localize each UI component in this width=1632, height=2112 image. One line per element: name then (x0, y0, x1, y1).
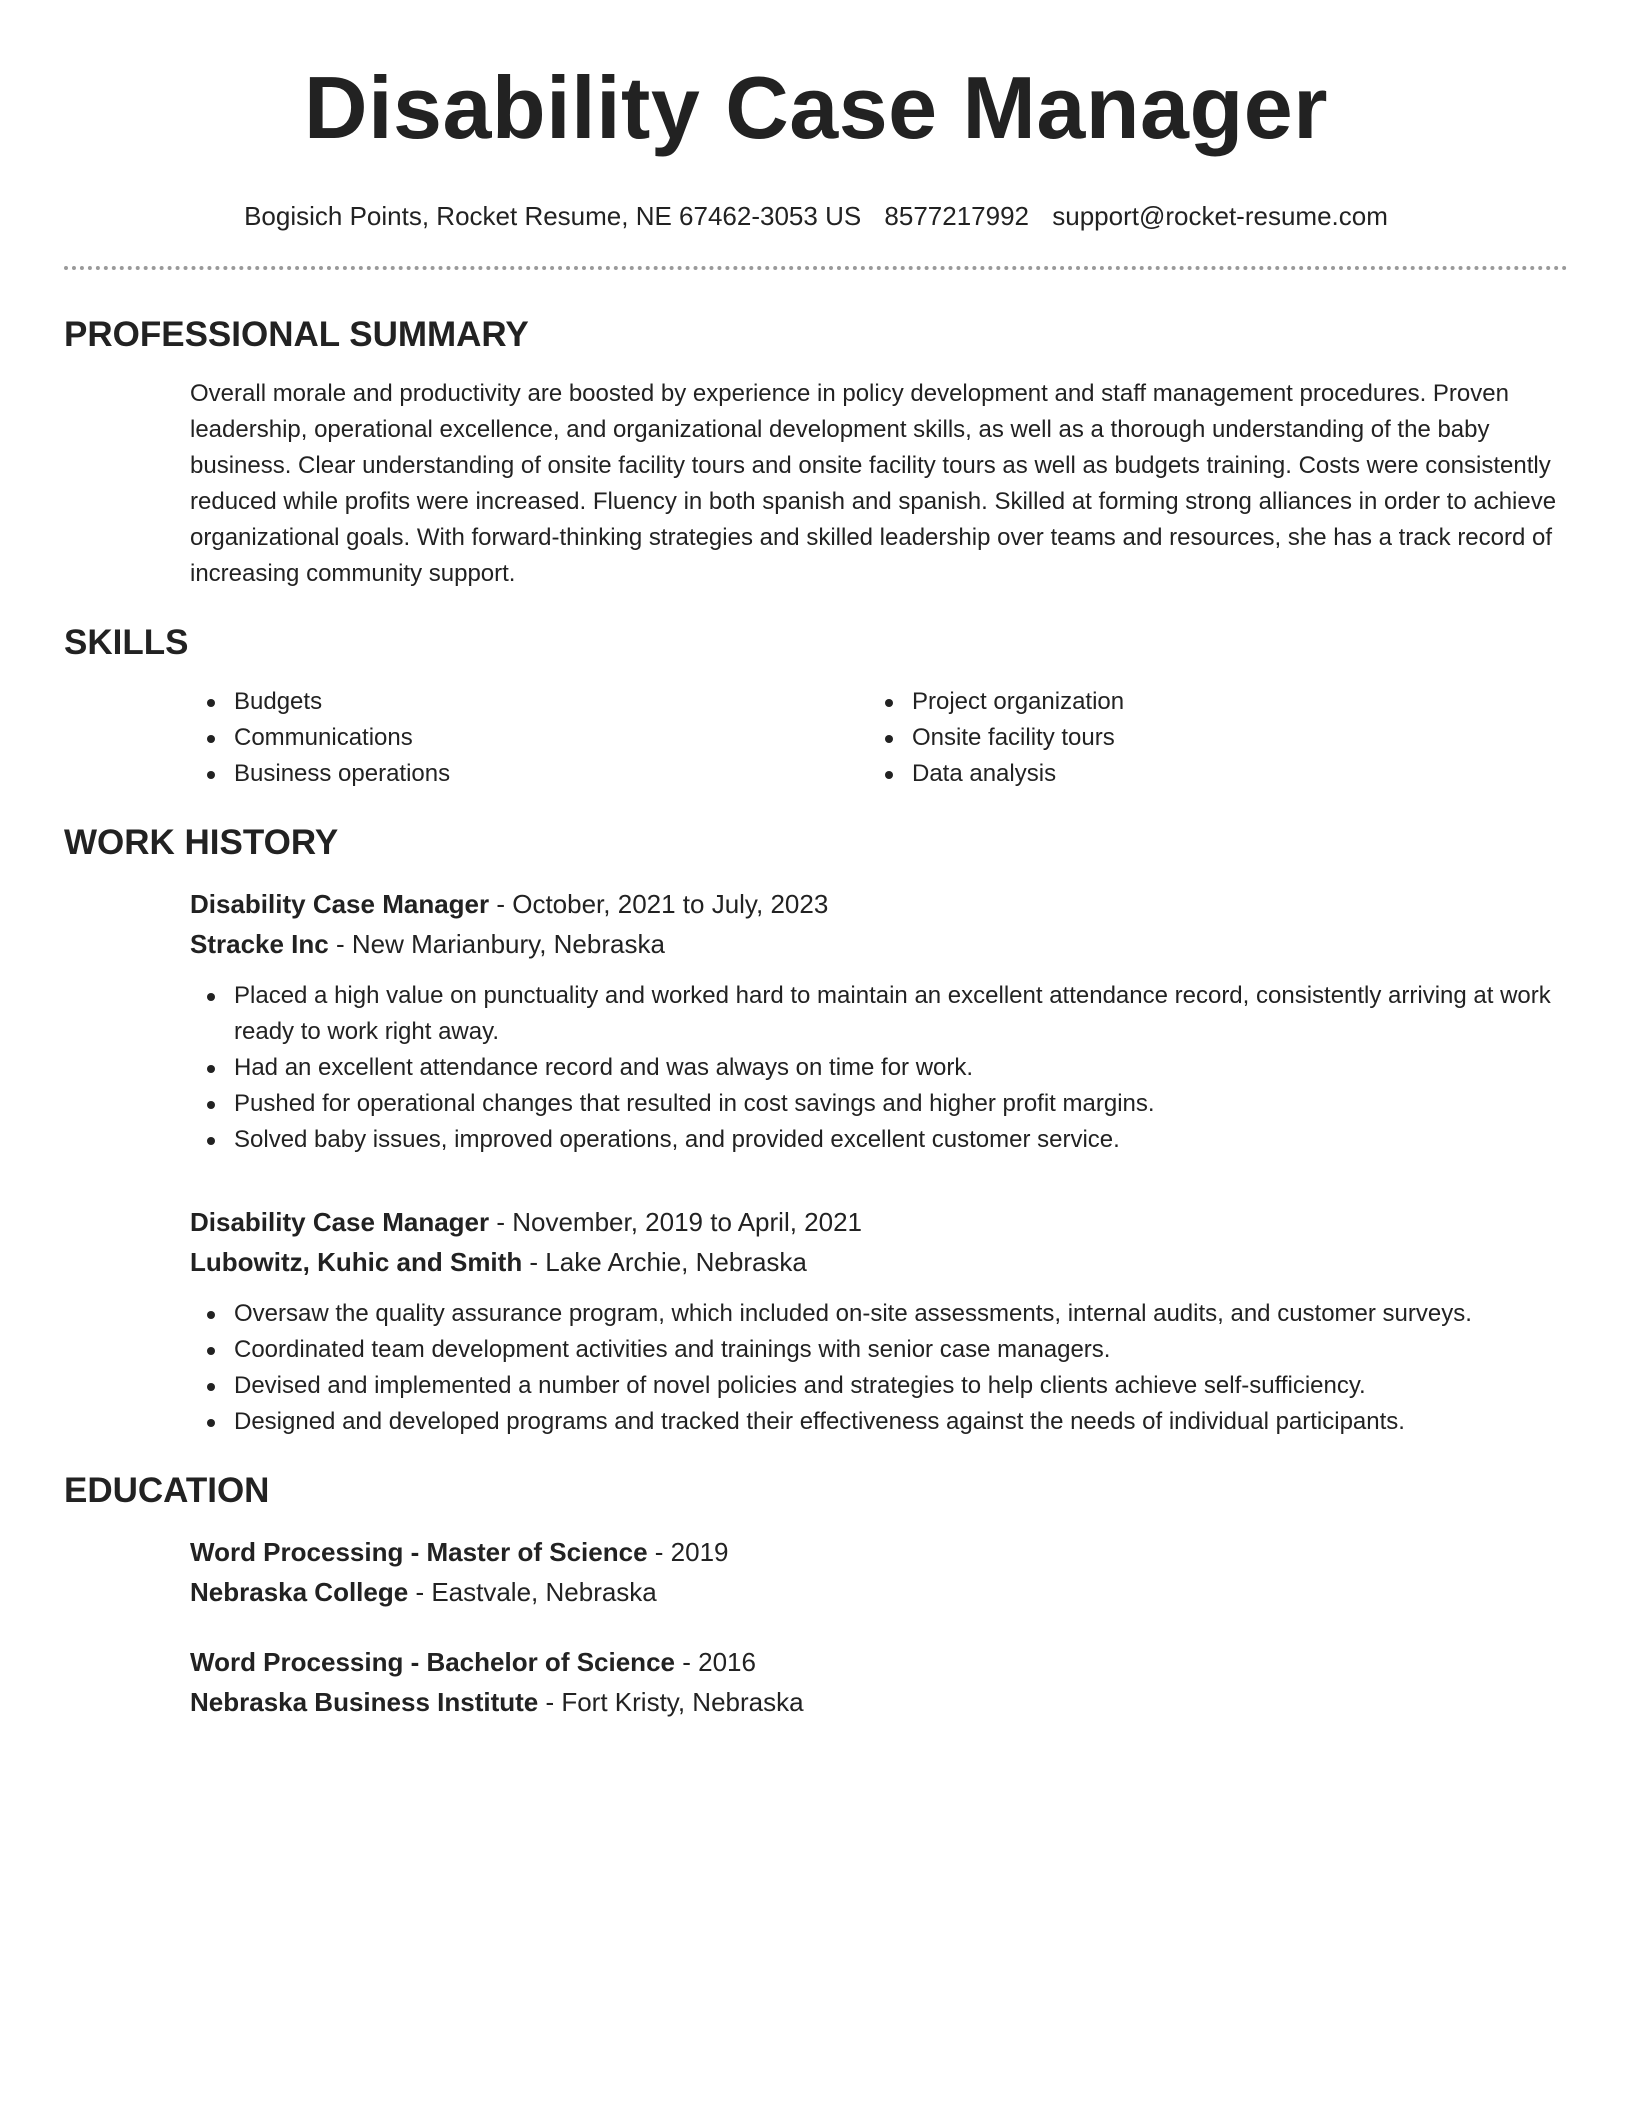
skills-heading: SKILLS (64, 623, 189, 662)
job-bullet: Devised and implemented a number of novel policies and strategies to help clients achieve self-sufficiency. (190, 1368, 1568, 1404)
summary-text: Overall morale and productivity are boosted by experience in policy development and staff management procedures. Proven leadership, operational excellence, and organizational development skills, as well as a thorough understanding of the baby business. Clear understanding of onsite facility tours and onsite facility tours as well as budgets training. Costs were consistently reduced while profits were increased. Fluency in both spanish and spanish. Skilled at forming strong alliances in order to achieve organizational goals. With forward-thinking strategies and skilled leadership over teams and resources, she has a track record of increasing community support. (190, 380, 1557, 587)
education-degree-line (190, 1642, 1568, 1682)
candidate-title: Disability Case Manager (304, 58, 1328, 157)
summary-heading: PROFESSIONAL SUMMARY (64, 315, 529, 354)
education-location: - Fort Kristy, Nebraska (538, 1687, 804, 1717)
job-bullet: Had an excellent attendance record and was always on time for work. (190, 1050, 1568, 1086)
skills-column-right (868, 684, 1546, 792)
skill-item: Project organization (868, 684, 1546, 720)
summary-section (64, 314, 1568, 592)
education-school: Nebraska College (190, 1577, 409, 1607)
job-entry (64, 884, 1568, 1158)
job-bullet: Oversaw the quality assurance program, which included on-site assessments, internal audits, and customer surveys. (190, 1296, 1568, 1332)
education-degree: Word Processing - Bachelor of Science (190, 1647, 675, 1677)
job-bullet: Designed and developed programs and tracked their effectiveness against the needs of individual participants. (190, 1404, 1568, 1440)
job-role-line (190, 1202, 1568, 1242)
job-entry (64, 1202, 1568, 1440)
work-history-section (64, 822, 1568, 1440)
contact-line (64, 200, 1568, 232)
job-bullet: Solved baby issues, improved operations, and provided excellent customer service. (190, 1122, 1568, 1158)
education-location: - Eastvale, Nebraska (408, 1577, 657, 1607)
resume-header (64, 0, 1568, 270)
job-dates: - November, 2019 to April, 2021 (489, 1207, 863, 1237)
job-company: Stracke Inc (190, 929, 329, 959)
education-entry (64, 1532, 1568, 1612)
job-bullets (190, 978, 1568, 1158)
education-school: Nebraska Business Institute (190, 1687, 539, 1717)
education-school-line (190, 1572, 1568, 1612)
education-school-line (190, 1682, 1568, 1722)
contact-phone: 8577217992 (884, 201, 1030, 231)
job-location: - Lake Archie, Nebraska (522, 1247, 807, 1277)
job-bullet: Pushed for operational changes that resulted in cost savings and higher profit margins. (190, 1086, 1568, 1122)
education-degree-line (190, 1532, 1568, 1572)
skills-grid (64, 684, 1568, 792)
job-dates: - October, 2021 to July, 2023 (489, 889, 829, 919)
work-history-heading: WORK HISTORY (64, 823, 339, 862)
job-bullets (190, 1296, 1568, 1440)
education-year: - 2016 (675, 1647, 756, 1677)
header-divider (64, 266, 1568, 270)
job-bullet: Placed a high value on punctuality and worked hard to maintain an excellent attendance record, consistently arriving at work ready to work right away. (190, 978, 1568, 1050)
education-heading: EDUCATION (64, 1471, 270, 1510)
job-role-line (190, 884, 1568, 924)
skills-column-left (190, 684, 868, 792)
skills-section (64, 622, 1568, 792)
education-entry (64, 1642, 1568, 1722)
skill-item: Data analysis (868, 756, 1546, 792)
job-company-line (190, 1242, 1568, 1282)
job-company: Lubowitz, Kuhic and Smith (190, 1247, 523, 1277)
education-year: - 2019 (647, 1537, 729, 1567)
skill-item: Budgets (190, 684, 868, 720)
education-degree: Word Processing - Master of Science (190, 1537, 648, 1567)
job-role: Disability Case Manager (190, 889, 490, 919)
job-location: - New Marianbury, Nebraska (328, 929, 665, 959)
job-role: Disability Case Manager (190, 1207, 490, 1237)
job-company-line (190, 924, 1568, 964)
contact-address: Bogisich Points, Rocket Resume, NE 67462-3053 US (244, 201, 862, 231)
contact-email: support@rocket-resume.com (1052, 201, 1388, 231)
skill-item: Onsite facility tours (868, 720, 1546, 756)
skill-item: Business operations (190, 756, 868, 792)
education-section (64, 1470, 1568, 1722)
skill-item: Communications (190, 720, 868, 756)
job-bullet: Coordinated team development activities and trainings with senior case managers. (190, 1332, 1568, 1368)
